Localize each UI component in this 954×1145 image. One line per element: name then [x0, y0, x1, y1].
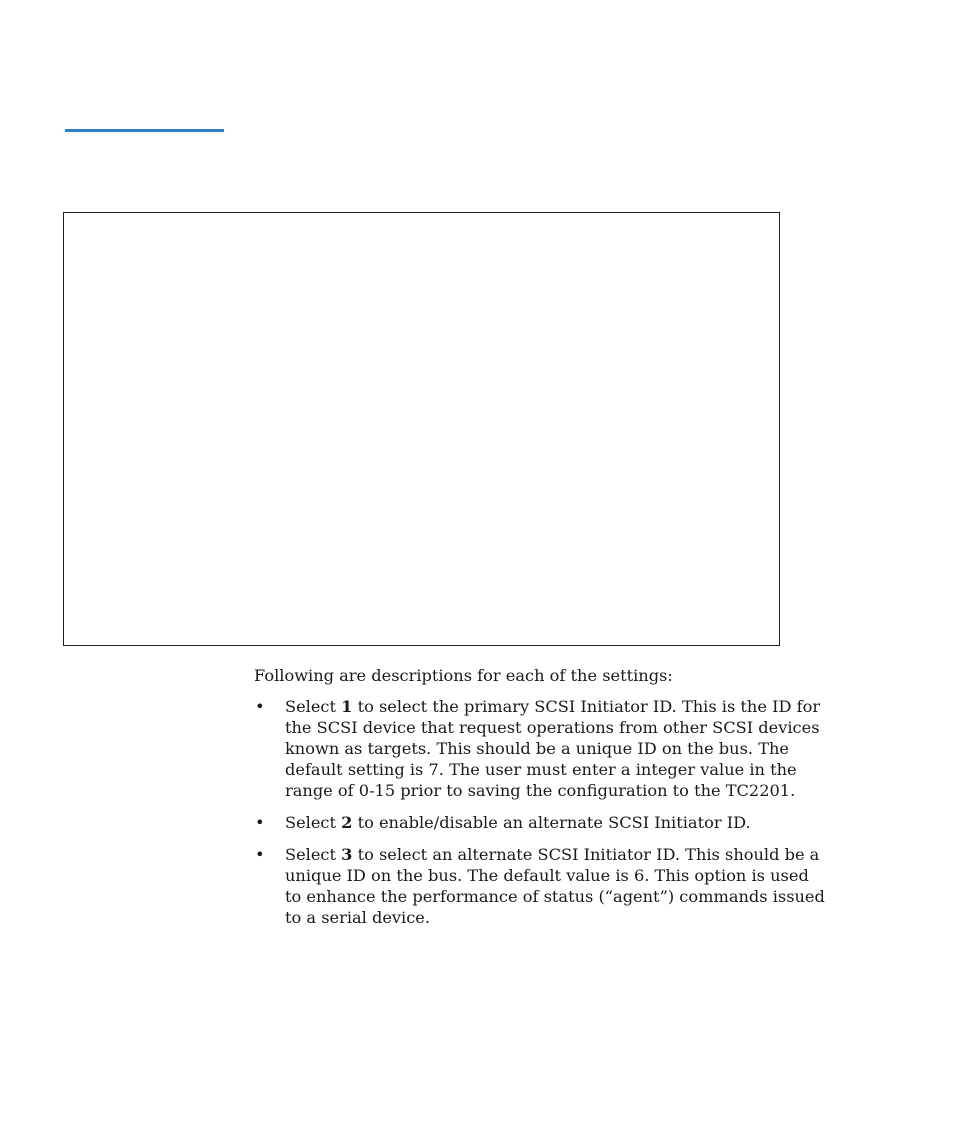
- list-item-setting-3: [254, 844, 829, 928]
- bullet-icon: •: [255, 845, 265, 864]
- list-item-setting-1: [254, 696, 829, 801]
- bullet-icon: •: [255, 697, 265, 716]
- settings-list: [254, 696, 829, 928]
- option-number: 2: [341, 813, 353, 832]
- item-prefix: Select: [285, 697, 342, 716]
- item-prefix: Select: [285, 813, 342, 832]
- bullet-icon: •: [255, 813, 265, 832]
- item-text: to enable/disable an alternate SCSI Initiator ID.: [352, 813, 751, 832]
- item-text: to select the primary SCSI Initiator ID. This is the ID for the SCSI device that request operations from other SCSI devices known as targets. This should be a unique ID on the bus. The default setting is 7. The user must enter a integer value in the range of 0-15 prior to saving the configuration to the TC2201.: [285, 697, 821, 800]
- option-number: 1: [341, 697, 353, 716]
- header-rule: [65, 129, 224, 132]
- item-prefix: Select: [285, 845, 342, 864]
- figure-frame: [63, 212, 780, 646]
- intro-paragraph: Following are descriptions for each of the settings:: [254, 666, 673, 685]
- list-item-setting-2: [254, 812, 829, 833]
- item-text: to select an alternate SCSI Initiator ID. This should be a unique ID on the bus. The default value is 6. This option is used to enhance the performance of status (“agent”) commands issued to a serial device.: [285, 845, 825, 927]
- settings-description: [254, 665, 829, 939]
- option-number: 3: [341, 845, 353, 864]
